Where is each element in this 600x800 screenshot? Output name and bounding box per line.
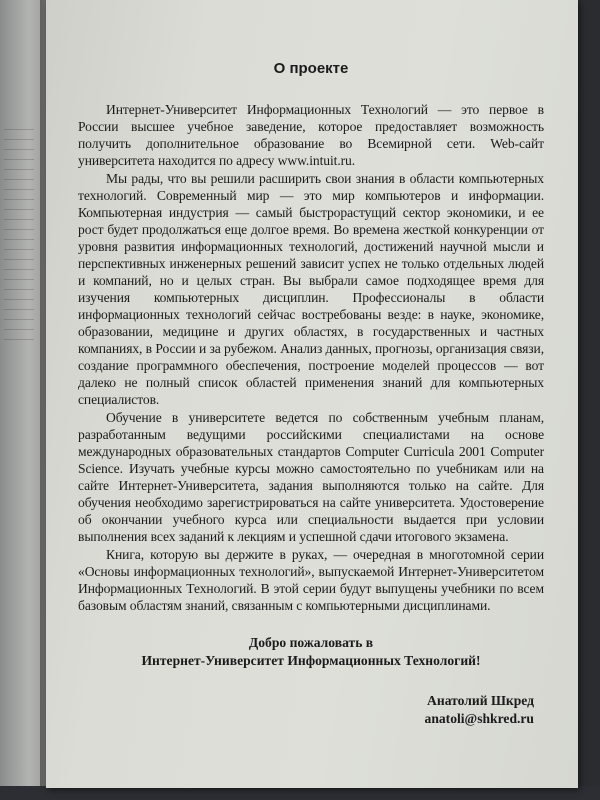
welcome-line-1: Добро пожаловать в: [248, 635, 374, 650]
book-page: [46, 0, 578, 788]
page-title: О проекте: [273, 60, 349, 77]
paragraph-intro: Интернет-Университет Информационных Технологий — это первое в России высшее учебное заведение, которое предоставляет возможность получить дополнительное образование во Всемирной сети. Web-сайт университета находится по адресу www.intuit.ru.: [78, 102, 544, 168]
paragraph-education: Обучение в университете ведется по собственным учебным планам, разработанным ведущими российскими специалистами на основе международных образовательных стандартов Computer Curricula 2001 Computer Science. Изучать учебные курсы можно самостоятельно по учебникам или на сайте Интернет-Университета, задания выполняются только на сайте. Для обучения необходимо зарегистрироваться на сайте университета. Удостоверение об окончании учебного курса или специальности выдается при условии выполнения всех заданий к лекциям и успешной сдачи итогового экзамена.: [78, 410, 544, 544]
paragraph-book-series: Книга, которую вы держите в руках, — очередная в многотомной серии «Основы информационных технологий», выпускаемой Интернет-Университетом Информационных Технологий. В этой серии будут выпущены учебники по всем базовым областям знаний, связанным с компьютерными дисциплинами.: [78, 547, 544, 613]
signature-block: [78, 692, 544, 728]
author-name: Анатолий Шкред: [427, 693, 534, 708]
welcome-line-2: Интернет-Университет Информационных Технологий!: [141, 653, 481, 668]
background-right: [576, 0, 600, 800]
page-content: [78, 60, 544, 728]
author-email: anatoli@shkred.ru: [424, 711, 534, 726]
adjacent-page-text-edge: [4, 120, 34, 340]
background-bottom: [0, 786, 600, 800]
welcome-block: [78, 634, 544, 670]
paragraph-computing: Мы рады, что вы решили расширить свои знания в области компьютерных технологий. Современный мир — это мир компьютеров и информации. Компьютерная индустрия — самый быстрорастущий сектор экономики, и ее рост будет продолжаться еще долгое время. Во времена жесткой конкуренции от уровня развития информационных технологий, достижений научной мысли и перспективных инженерных решений зависит успех не только отдельных людей и компаний, но и целых стран. Вы выбрали самое подходящее время для изучения компьютерных дисциплин. Профессионалы в области информационных технологий сейчас востребованы везде: в науке, экономике, образовании, медицине и других областях, в государственных и частных компаниях, в России и за рубежом. Анализ данных, прогнозы, организация связи, создание программного обеспечения, построение моделей процессов — вот далеко не полный список областей применения знаний для компьютерных специалистов.: [78, 171, 544, 407]
